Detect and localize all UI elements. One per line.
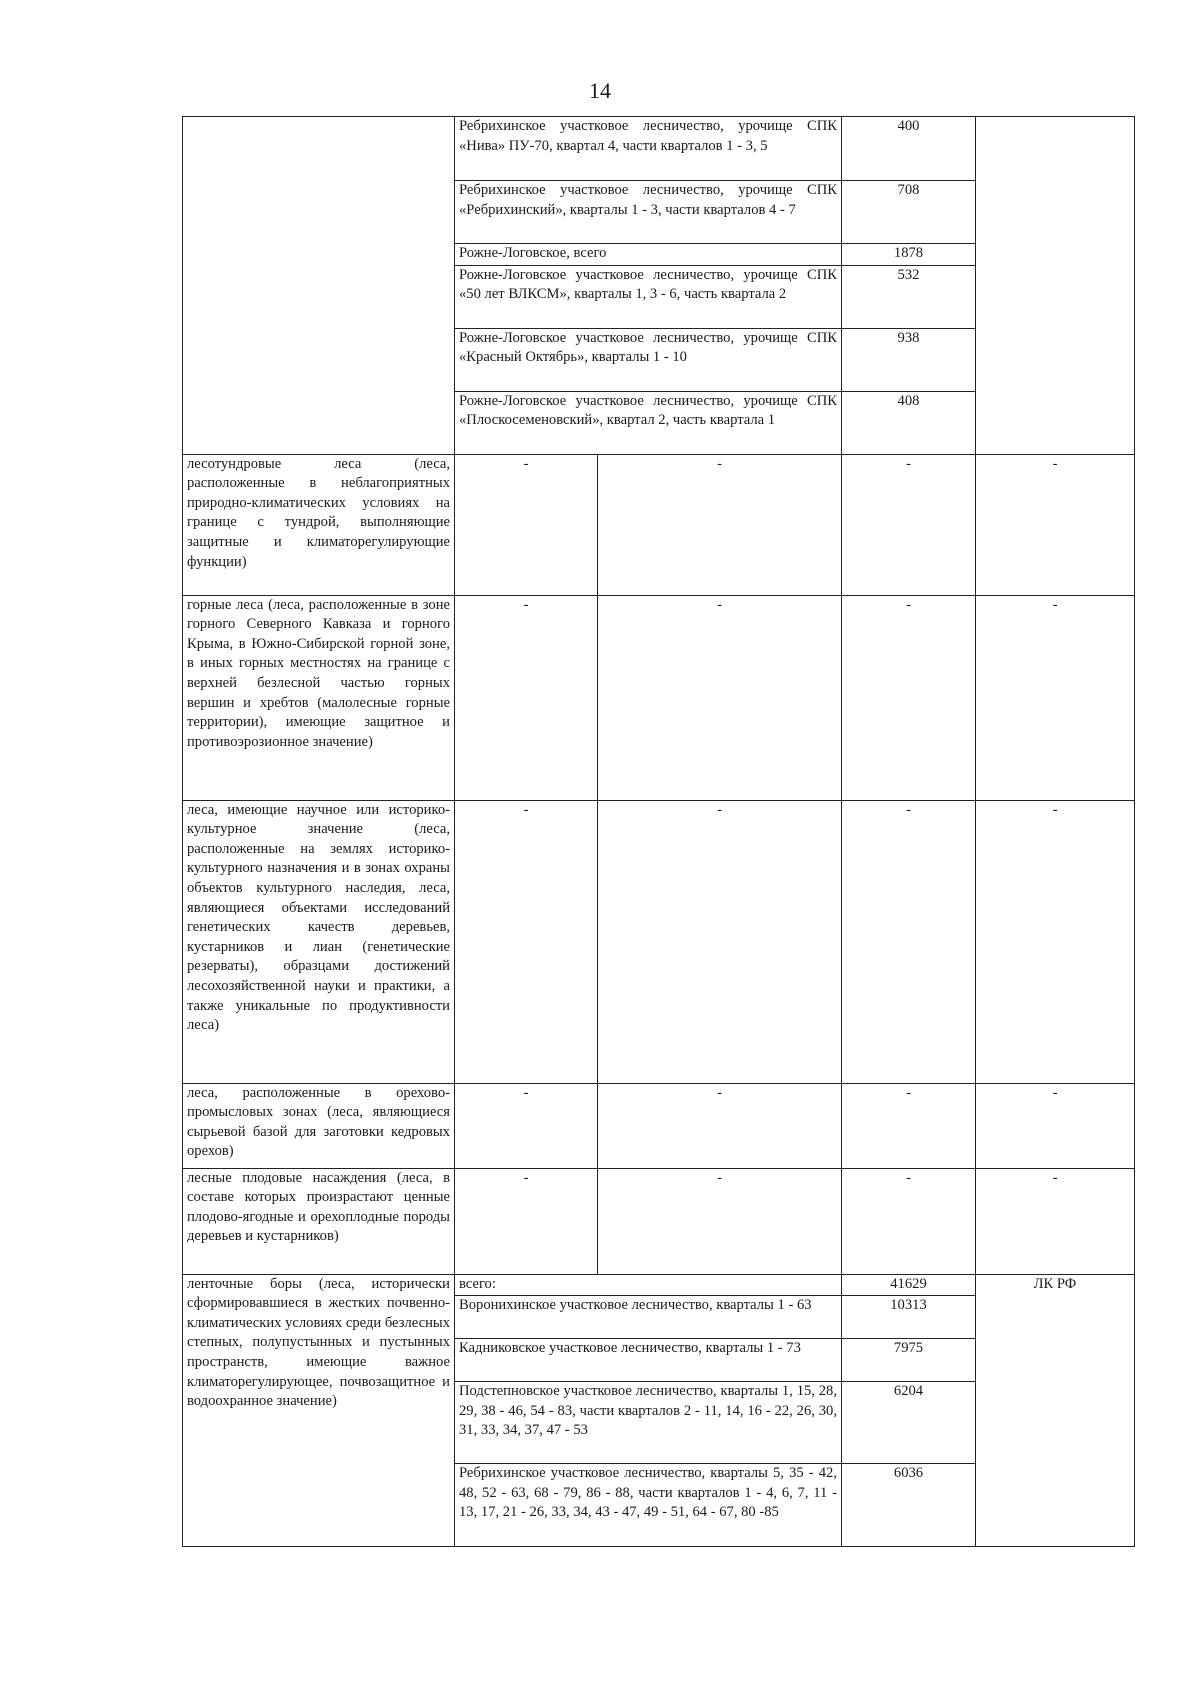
dash-cell: - [976,1083,1135,1168]
area-cell: 10313 [842,1296,976,1339]
dash-cell: - [455,454,598,595]
location-cell: Ребрихинское участковое лесничество, урочище СПК «Нива» ПУ-70, квартал 4, части кварталов 1 - 3, 5 [455,117,842,181]
location-cell: Рожне-Логовское участковое лесничество, урочище СПК «Плоскосеменовский», квартал 2, часть квартала 1 [455,391,842,454]
dash-cell: - [455,800,598,1083]
location-cell: Кадниковское участковое лесничество, кварталы 1 - 73 [455,1339,842,1382]
area-cell: 400 [842,117,976,181]
dash-cell: - [976,1168,1135,1274]
dash-cell: - [842,595,976,800]
area-cell: 938 [842,328,976,391]
location-cell: Рожне-Логовское, всего [455,244,842,266]
dash-cell: - [598,800,842,1083]
category-cell: ленточные боры (леса, исторически сформировавшиеся в жестких почвенно-климатических условиях среди безлесных степных, полупустынных и пустынных пространств, имеющие важное климаторегулирующее, почвозащитное и водоохранное значение) [183,1274,455,1547]
dash-cell: - [976,595,1135,800]
category-cell: лесотундровые леса (леса, расположенные в неблагоприятных природно-климатических условиях на границе с тундрой, выполняющие защитные и климаторегулирующие функции) [183,454,455,595]
table-row [183,1083,1135,1168]
area-cell: 532 [842,265,976,328]
area-cell: 1878 [842,244,976,266]
dash-cell: - [598,1168,842,1274]
location-cell: Рожне-Логовское участковое лесничество, урочище СПК «50 лет ВЛКСМ», кварталы 1, 3 - 6, часть квартала 2 [455,265,842,328]
forest-table-container [182,116,1134,1547]
category-cell: горные леса (леса, расположенные в зоне горного Северного Кавказа и горного Крыма, в Южно-Сибирской горной зоне, в иных горных местностях на границе с верхней безлесной частью горных вершин и хребтов (малолесные горные территории), имеющие защитное и противоэрозионное значение) [183,595,455,800]
location-cell: Подстепновское участковое лесничество, кварталы 1, 15, 28, 29, 38 - 46, 54 - 83, части кварталов 2 - 11, 14, 16 - 22, 26, 30, 31, 33, 34, 37, 47 - 53 [455,1382,842,1464]
location-cell: Рожне-Логовское участковое лесничество, урочище СПК «Красный Октябрь», кварталы 1 - 10 [455,328,842,391]
table-row [183,1274,1135,1296]
dash-cell: - [842,1168,976,1274]
table-row [183,117,1135,181]
category-cell: леса, имеющие научное или историко-культурное значение (леса, расположенные на землях историко-культурного назначения и в зонах охраны объектов культурного наследия, леса, являющиеся объектами исследований генетических качеств деревьев, кустарников и лиан (генетические резерваты), образцами достижений лесохозяйственной науки и практики, а также уникальные по продуктивности леса) [183,800,455,1083]
dash-cell: - [455,1168,598,1274]
location-cell: Ребрихинское участковое лесничество, урочище СПК «Ребрихинский», кварталы 1 - 3, части кварталов 4 - 7 [455,181,842,244]
category-cell: леса, расположенные в орехово-промысловых зонах (леса, являющиеся сырьевой базой для заготовки кедровых орехов) [183,1083,455,1168]
location-cell: Ребрихинское участковое лесничество, кварталы 5, 35 - 42, 48, 52 - 63, 68 - 79, 86 - 88, части кварталов 1 - 4, 6, 7, 11 - 13, 17, 21 - 26, 33, 34, 43 - 47, 49 - 51, 64 - 67, 80 -85 [455,1464,842,1547]
table-row [183,800,1135,1083]
area-cell: 708 [842,181,976,244]
table-row [183,454,1135,595]
page-number: 14 [589,78,611,103]
dash-cell: - [598,595,842,800]
area-cell: 408 [842,391,976,454]
dash-cell: - [976,800,1135,1083]
dash-cell: - [842,800,976,1083]
dash-cell: - [842,454,976,595]
basis-cell-empty [976,117,1135,455]
location-cell: Воронихинское участковое лесничество, кварталы 1 - 63 [455,1296,842,1339]
dash-cell: - [455,595,598,800]
area-cell: 41629 [842,1274,976,1296]
dash-cell: - [455,1083,598,1168]
dash-cell: - [976,454,1135,595]
forest-table [182,116,1135,1547]
dash-cell: - [598,1083,842,1168]
area-cell: 7975 [842,1339,976,1382]
area-cell: 6036 [842,1464,976,1547]
dash-cell: - [842,1083,976,1168]
location-cell: всего: [455,1274,842,1296]
table-row [183,1168,1135,1274]
dash-cell: - [598,454,842,595]
table-row [183,595,1135,800]
category-cell: лесные плодовые насаждения (леса, в составе которых произрастают ценные плодово-ягодные и орехоплодные породы деревьев и кустарников) [183,1168,455,1274]
area-cell: 6204 [842,1382,976,1464]
category-cell-empty [183,117,455,455]
basis-cell: ЛК РФ [976,1274,1135,1547]
